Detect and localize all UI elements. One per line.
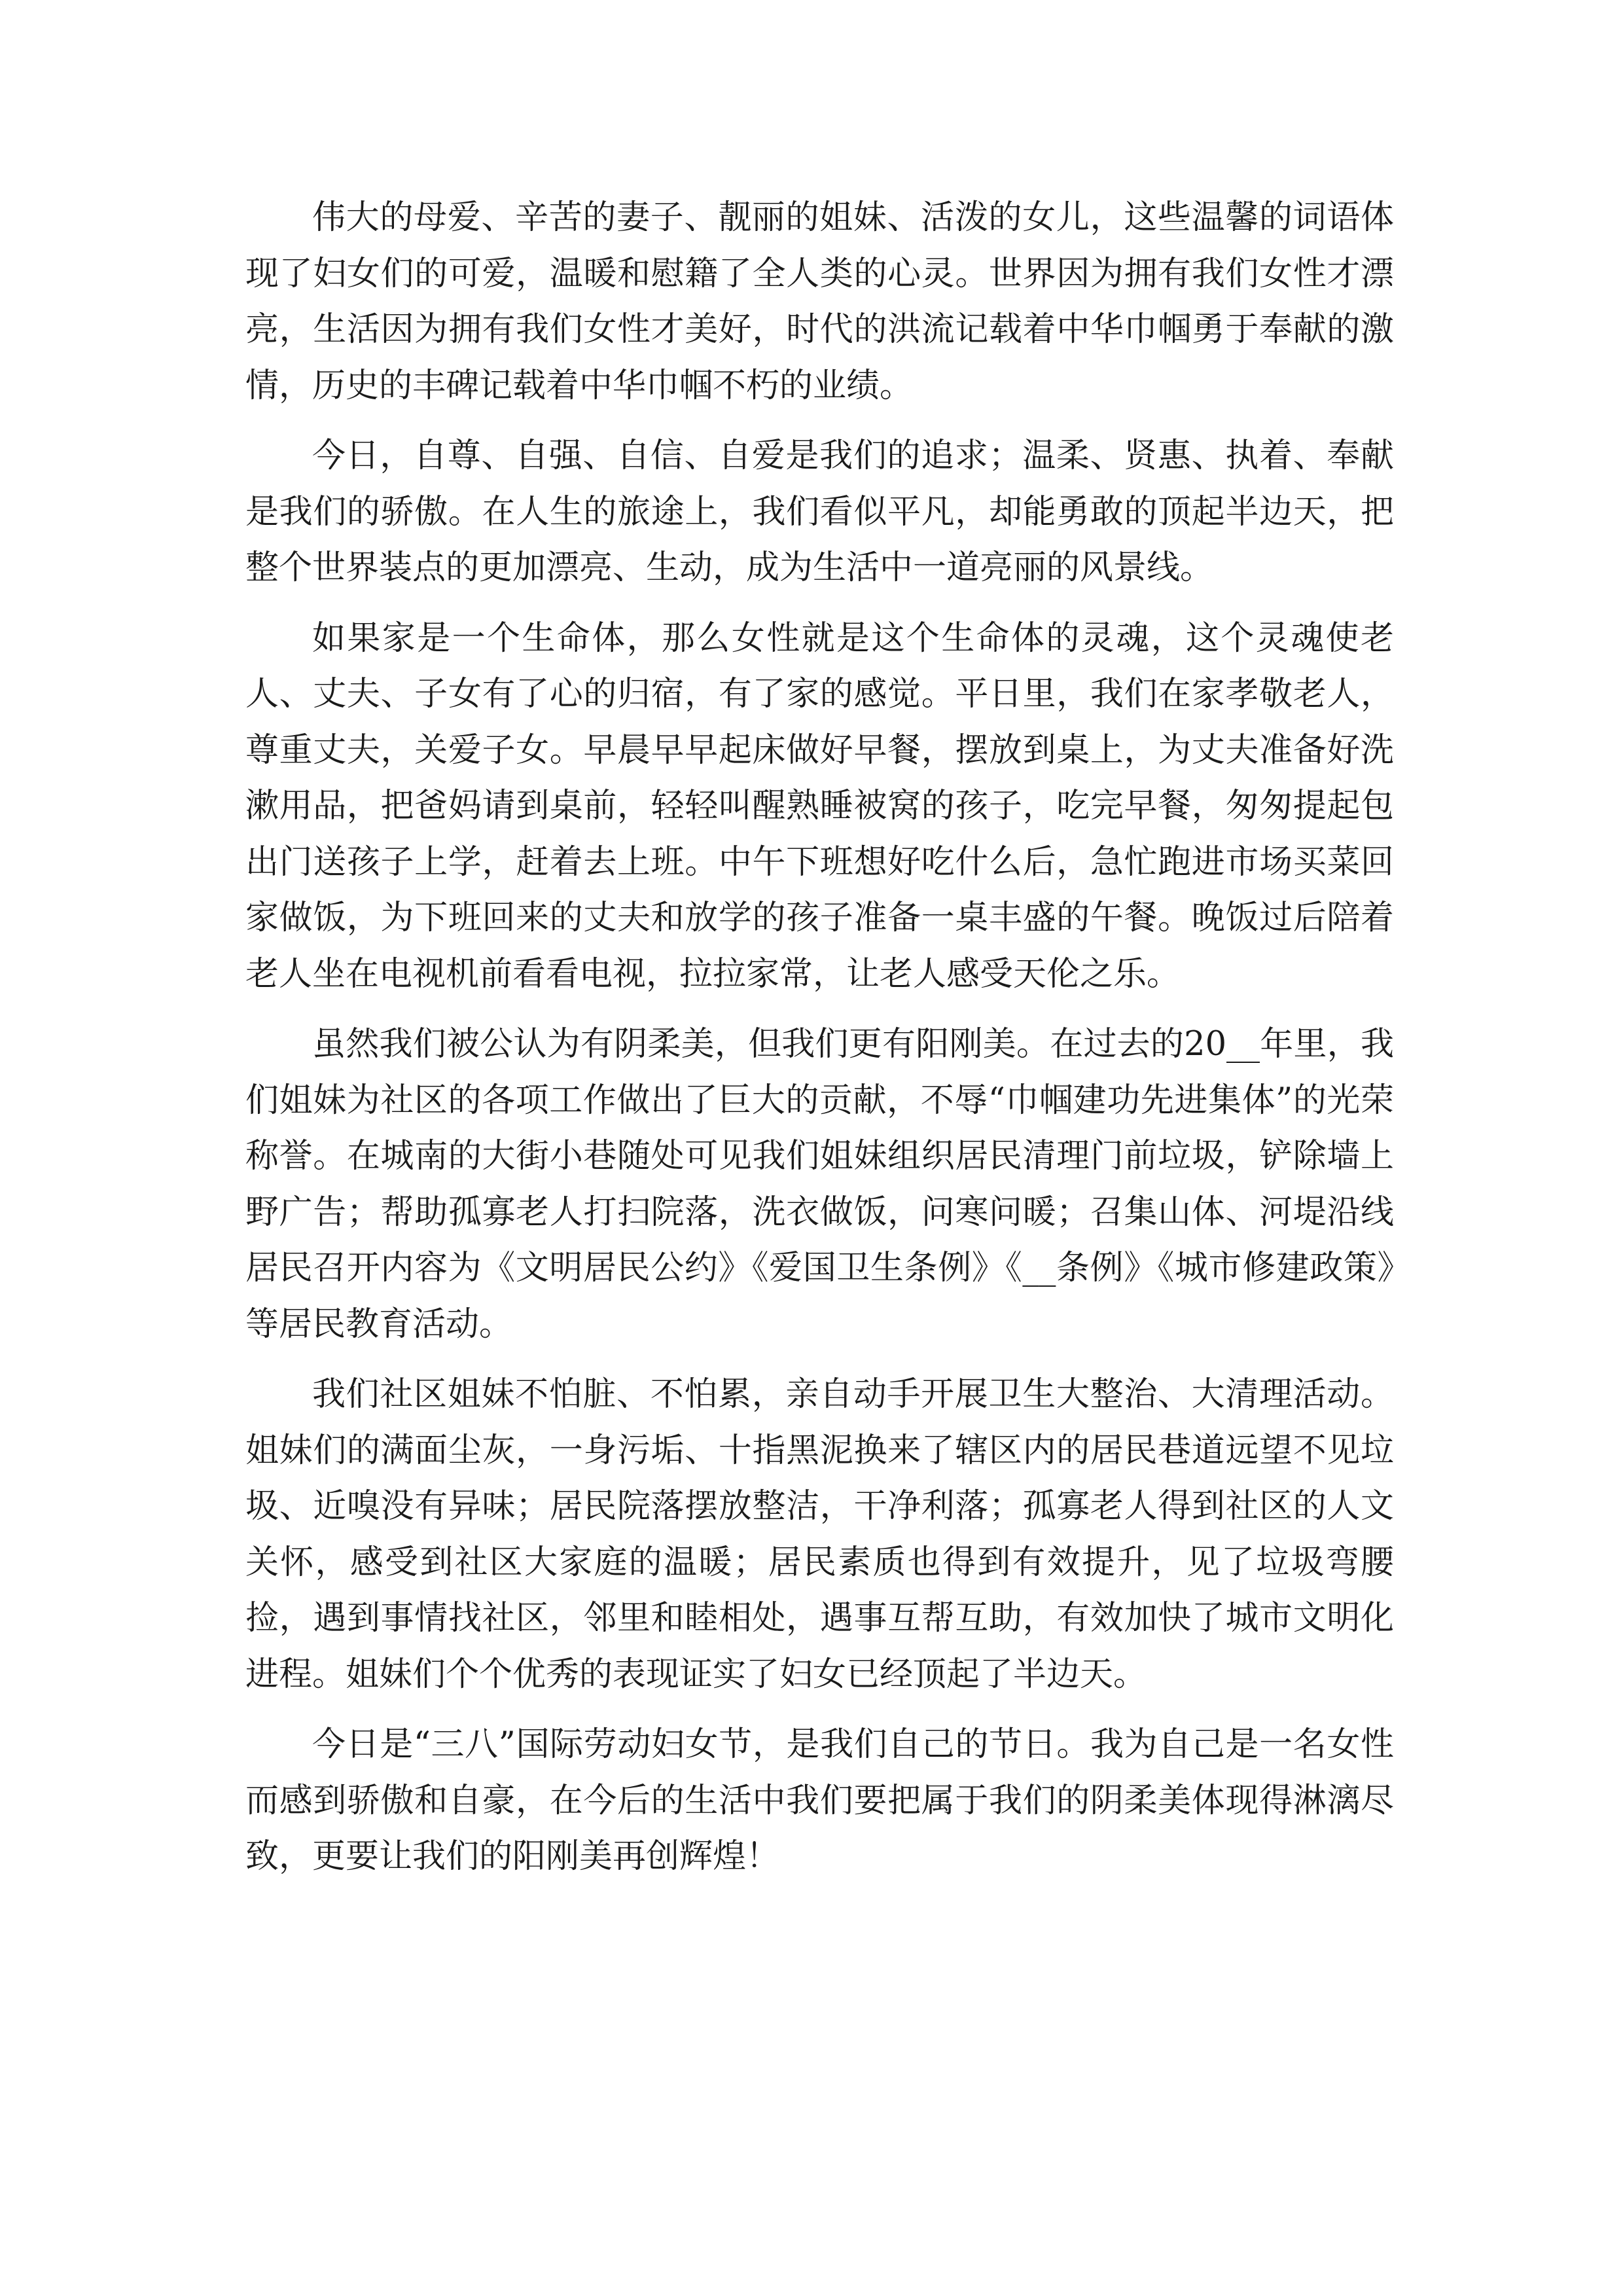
paragraph: 今日是“三八”国际劳动妇女节，是我们自己的节日。我为自己是一名女性而感到骄傲和自豪，在今后的生活中我们要把属于我们的阴柔美体现得淋漓尽致，更要让我们的阳刚美再创辉煌！ [245,1725,1394,1876]
paragraph: 虽然我们被公认为有阴柔美，但我们更有阳刚美。在过去的20__年里，我们姐妹为社区的各项工作做出了巨大的贡献，不辱“巾帼建功先进集体”的光荣称誉。在城南的大街小巷随处可见我们姐妹组织居民清理门前垃圾，铲除墙上野广告；帮助孤寡老人打扫院落，洗衣做饭，问寒问暖；召集山体、河堤沿线居民召开内容为《文明居民公约》《爱国卫生条例》《__条例》《城市修建政策》等居民教育活动。 [245,1025,1394,1344]
paragraph: 今日，自尊、自强、自信、自爱是我们的追求；温柔、贤惠、执着、奉献是我们的骄傲。在人生的旅途上，我们看似平凡，却能勇敢的顶起半边天，把整个世界装点的更加漂亮、生动，成为生活中一道亮丽的风景线。 [245,437,1394,587]
document-body [245,190,1394,1899]
paragraph: 我们社区姐妹不怕脏、不怕累，亲自动手开展卫生大整治、大清理活动。姐妹们的满面尘灰，一身污垢、十指黑泥换来了辖区内的居民巷道远望不见垃圾、近嗅没有异味；居民院落摆放整洁，干净利落；孤寡老人得到社区的人文关怀，感受到社区大家庭的温暖；居民素质也得到有效提升，见了垃圾弯腰捡，遇到事情找社区，邻里和睦相处，遇事互帮互助，有效加快了城市文明化进程。姐妹们个个优秀的表现证实了妇女已经顶起了半边天。 [245,1375,1394,1694]
paragraph: 如果家是一个生命体，那么女性就是这个生命体的灵魂，这个灵魂使老人、丈夫、子女有了心的归宿，有了家的感觉。平日里，我们在家孝敬老人，尊重丈夫，关爱子女。早晨早早起床做好早餐，摆放到桌上，为丈夫准备好洗漱用品，把爸妈请到桌前，轻轻叫醒熟睡被窝的孩子，吃完早餐，匆匆提起包出门送孩子上学，赶着去上班。中午下班想好吃什么后，急忙跑进市场买菜回家做饭，为下班回来的丈夫和放学的孩子准备一桌丰盛的午餐。晚饭过后陪着老人坐在电视机前看看电视，拉拉家常，让老人感受天伦之乐。 [245,619,1394,994]
paragraph: 伟大的母爱、辛苦的妻子、靓丽的姐妹、活泼的女儿，这些温馨的词语体现了妇女们的可爱，温暖和慰籍了全人类的心灵。世界因为拥有我们女性才漂亮，生活因为拥有我们女性才美好，时代的洪流记载着中华巾帼勇于奉献的激情，历史的丰碑记载着中华巾帼不朽的业绩。 [245,198,1394,405]
